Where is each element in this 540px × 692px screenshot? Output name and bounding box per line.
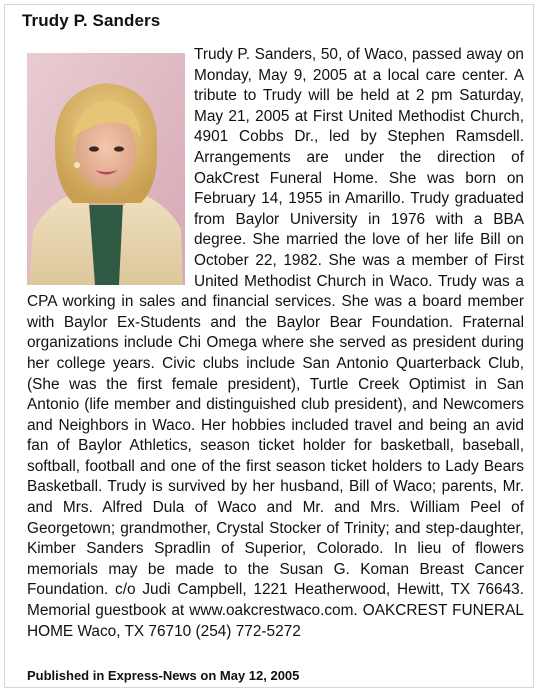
obituary-body xyxy=(27,45,524,642)
publication-note: Published in Express-News on May 12, 2005 xyxy=(27,668,300,683)
obituary-text: Trudy P. Sanders, 50, of Waco, passed away on Monday, May 9, 2005 at a local care center. A tribute to Trudy will be held at 2 pm Saturday, May 21, 2005 at First United Methodist Church, 4901 Cobbs Dr., led by Stephen Ramsdell. Arrangements are under the direction of OakCrest Funeral Home. She was born on February 14, 1955 in Amarillo. Trudy graduated from Baylor University in 1976 with a BBA degree. She married the love of her life Bill on October 22, 1982. She was a member of First United Methodist Church in Waco. Trudy was a CPA working in sales and financial services. She was a board member with Baylor Ex-Students and the Baylor Bear Foundation. Fraternal organizations include Chi Omega where she served as president during her college years. Civic clubs include San Antonio Quarterback Club, (She was the first female president), Turtle Creek Optimist in San Antonio (life member and distinguished club president), and Newcomers and Neighbors in Waco. Her hobbies included travel and being an avid fan of Baylor Athletics, season ticket holder for basketball, baseball, softball, football and one of the first season ticket holders to Lady Bears Basketball. Trudy is survived by her husband, Bill of Waco; parents, Mr. and Mrs. Alfred Dula of Waco and Mr. and Mrs. William Peel of Georgetown; grandmother, Crystal Stocker of Trinity; and step-daughter, Kimber Sanders Spradlin of Superior, Colorado. In lieu of flowers memorials may be made to the Susan G. Koman Breast Cancer Foundation. c/o Judi Campbell, 1221 Heatherwood, Hewitt, TX 76643. Memorial guestbook at www.oakcrestwaco.com. OAKCREST FUNERAL HOME Waco, TX 76710 (254) 772-5272 xyxy=(27,46,524,640)
page-title: Trudy P. Sanders xyxy=(22,11,161,30)
portrait-photo xyxy=(27,53,185,285)
